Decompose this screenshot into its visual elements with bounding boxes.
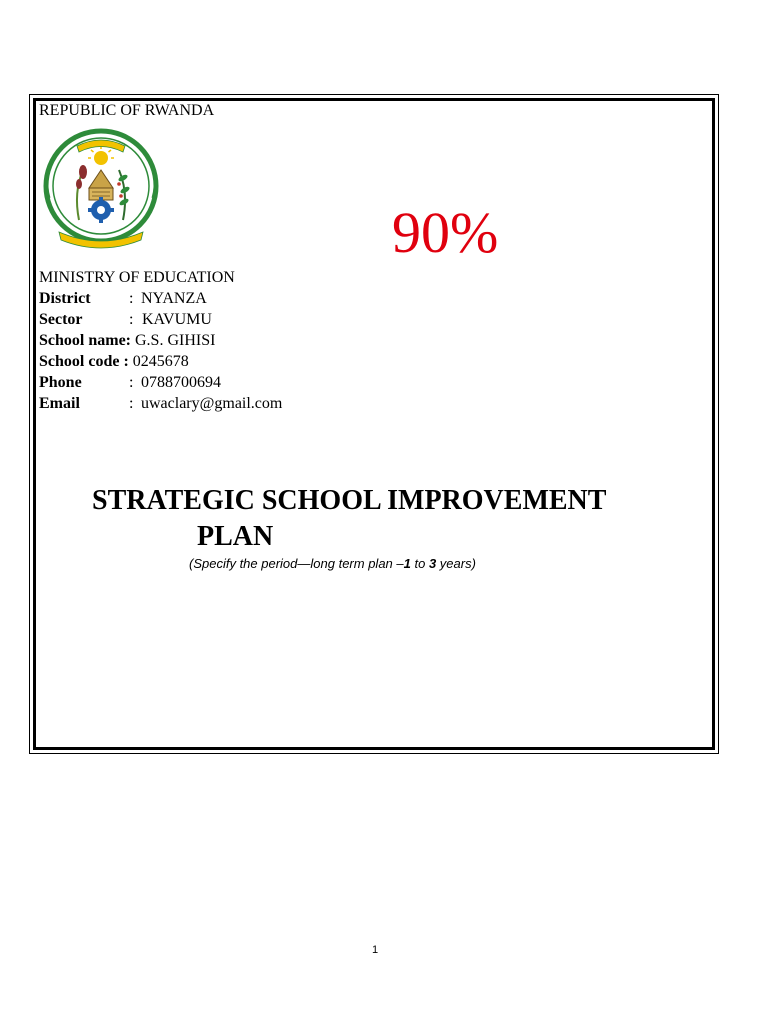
info-row-sector	[39, 309, 282, 330]
info-label: Phone	[39, 374, 82, 391]
page-number: 1	[371, 944, 379, 956]
info-value: KAVUMU	[142, 311, 212, 328]
info-row-email	[39, 393, 282, 414]
info-separator: :	[129, 290, 134, 307]
info-separator: :	[129, 311, 134, 328]
info-label: Email	[39, 395, 80, 412]
info-value: 0788700694	[141, 374, 221, 391]
school-info	[39, 267, 282, 414]
document-title-line2: PLAN	[197, 521, 274, 552]
info-row-phone	[39, 372, 282, 393]
rwanda-coat-of-arms-icon	[39, 128, 163, 250]
info-label: Sector	[39, 311, 83, 328]
country-heading: REPUBLIC OF RWANDA	[39, 102, 215, 119]
info-row-school-code	[39, 351, 282, 372]
ministry-heading: MINISTRY OF EDUCATION	[39, 269, 235, 286]
score-percentage: 90%	[392, 200, 499, 265]
info-label: District	[39, 290, 91, 307]
subtitle-end-year: 3	[428, 556, 437, 571]
info-value: 0245678	[132, 353, 189, 370]
subtitle-part2: to	[410, 556, 429, 571]
subtitle-start-year: 1	[403, 556, 411, 571]
info-row-school-name	[39, 330, 282, 351]
info-value: G.S. GIHISI	[135, 332, 216, 349]
info-label: School name:	[39, 332, 131, 349]
info-row-district	[39, 288, 282, 309]
info-separator: :	[129, 374, 134, 391]
info-separator: :	[129, 395, 134, 412]
subtitle-part3: years)	[436, 556, 476, 571]
document-title-line1: STRATEGIC SCHOOL IMPROVEMENT	[92, 485, 607, 516]
info-value: uwaclary@gmail.com	[141, 395, 283, 412]
info-value: NYANZA	[141, 290, 207, 307]
subtitle-part1: (Specify the period—long term plan –	[189, 556, 404, 571]
document-subtitle	[189, 556, 476, 572]
info-label: School code :	[39, 353, 129, 370]
